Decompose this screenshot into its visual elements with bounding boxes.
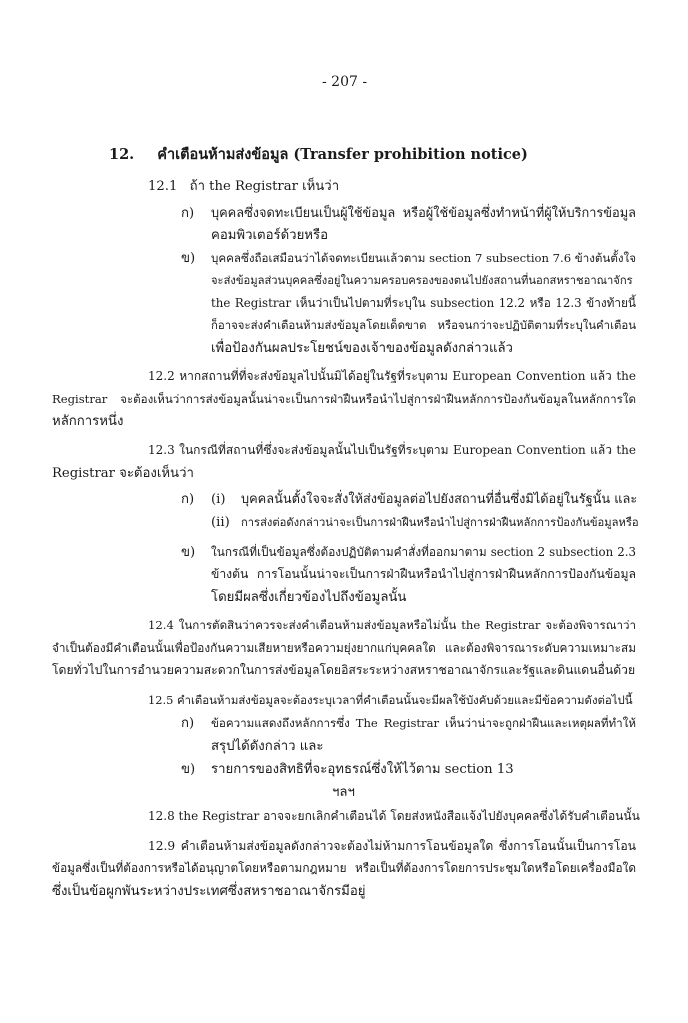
clause-12-9-line3: ซึ่งเป็นข้อผูกพันระหว่างประเทศซึ่งสหราชอาณาจักรมีอยู่ bbox=[52, 884, 366, 899]
clause-12-5-a-line1: ข้อความแสดงถึงหลักการซึ่ง The Registrar เห็นว่าน่าจะถูกฝ่าฝืนและเหตุผลที่ทำให้ bbox=[211, 716, 636, 730]
clause-12-1-intro bbox=[148, 178, 339, 195]
clause-12-1-b-line5: เพื่อป้องกันผลประโยชน์ของเจ้าของข้อมูลดังกล่าวแล้ว bbox=[211, 341, 513, 356]
clause-number: 12.1 bbox=[148, 179, 178, 194]
clause-12-1-a-line1: บุคคลซึ่งจดทะเบียนเป็นผู้ใช้ข้อมูล หรือผู้ใช้ข้อมูลซึ่งทำหน้าที่ผู้ให้บริการข้อมูล bbox=[211, 206, 636, 221]
item-label: ก) bbox=[181, 716, 195, 731]
section-number: 12. bbox=[109, 146, 135, 163]
item-label: ข) bbox=[181, 762, 196, 777]
clause-12-3-b-line1: ในกรณีที่เป็นข้อมูลซึ่งต้องปฏิบัติตามคำสั่งที่ออกมาตาม section 2 subsection 2.3 bbox=[211, 545, 636, 559]
clause-12-8-line1: 12.8 the Registrar อาจจะยกเลิกคำเตือนได้ โดยส่งหนังสือแจ้งไปยังบุคคลซึ่งได้รับคำเตือนนั้น bbox=[148, 809, 640, 823]
item-label: ก) bbox=[181, 492, 195, 507]
clause-12-1-b-line2: จะส่งข้อมูลส่วนบุคคลซึ่งอยู่ในความครอบครองของตนไปยังสถานที่นอกสหราชอาณาจักร bbox=[211, 274, 633, 287]
clause-12-9-line2: ข้อมูลซึ่งเป็นที่ต้องการหรือได้อนุญาตโดยหรือตามกฎหมาย หรือเป็นที่ต้องการโดยการประชุมใดหรือโดยเครื่องมือใด bbox=[52, 861, 636, 875]
clause-12-3-b-line2: ข้างต้น การโอนนั้นน่าจะเป็นการฝ่าฝืนหรือนำไปสู่การฝ่าฝืนหลักการป้องกันข้อมูล bbox=[211, 567, 636, 581]
clause-12-5-b-line1: รายการของสิทธิที่จะอุทธรณ์ซึ่งให้ไว้ตาม section 13 bbox=[211, 762, 514, 777]
clause-12-5-a-line2: สรุปได้ดังกล่าว และ bbox=[211, 739, 324, 754]
clause-12-2-line3: หลักการหนึ่ง bbox=[52, 414, 124, 429]
clause-12-3-a-i: บุคคลนั้นตั้งใจจะสั่งให้ส่งข้อมูลต่อไปยังสถานที่อื่นซึ่งมิได้อยู่ในรัฐนั้น และ bbox=[241, 492, 638, 507]
subitem-label: (i) bbox=[211, 492, 226, 507]
page-number: - 207 - bbox=[322, 74, 368, 90]
clause-12-3-line2: Registrar จะต้องเห็นว่า bbox=[52, 466, 194, 481]
clause-12-9-line1: 12.9 คำเตือนห้ามส่งข้อมูลดังกล่าวจะต้องไม่ห้ามการโอนข้อมูลใด ซึ่งการโอนนั้นเป็นการโอน bbox=[148, 839, 636, 853]
clause-12-4-line2: จำเป็นต้องมีคำเตือนนั้นเพื่อป้องกันความเสียหายหรือความยุ่งยากแก่บุคคลใด และต้องพิจารณาระดับความเหมาะสม bbox=[52, 641, 636, 655]
clause-12-3-b-line3: โดยมีผลซึ่งเกี่ยวข้องไปถึงข้อมูลนั้น bbox=[211, 590, 407, 605]
clause-12-1-b-line1: บุคคลซึ่งถือเสมือนว่าได้จดทะเบียนแล้วตาม section 7 subsection 7.6 ข้างต้นตั้งใจ bbox=[211, 251, 636, 265]
clause-12-4-line3: โดยทั่วไปในการอำนวยความสะดวกในการส่งข้อมูลโดยอิสระระหว่างสหราชอาณาจักรและรัฐและดินแดนอื่นด้วย bbox=[52, 663, 636, 677]
item-label: ก) bbox=[181, 206, 195, 221]
clause-12-4-line1: 12.4 ในการตัดสินว่าควรจะส่งคำเตือนห้ามส่งข้อมูลหรือไม่นั้น the Registrar จะต้องพิจารณาว่า bbox=[148, 618, 636, 632]
clause-12-1-a-line2: คอมพิวเตอร์ด้วยหรือ bbox=[211, 228, 329, 243]
clause-12-5-line1: 12.5 คำเตือนห้ามส่งข้อมูลจะต้องระบุเวลาที่คำเตือนนั้นจะมีผลใช้บังคับด้วยและมีข้อความดังต่อไปนี้ bbox=[148, 693, 633, 707]
clause-12-3-line1: 12.3 ในกรณีที่สถานที่ซึ่งจะส่งข้อมูลนั้นไปเป็นรัฐที่ระบุตาม European Convention แล้ว the bbox=[148, 443, 636, 457]
item-label: ข) bbox=[181, 545, 196, 560]
clause-12-1-b-line4: ก็อาจจะส่งคำเตือนห้ามส่งข้อมูลโดยเด็ดขาด หรือจนกว่าจะปฏิบัติตามที่ระบุในคำเตือน bbox=[211, 318, 636, 332]
clause-12-1-b-line3: the Registrar เห็นว่าเป็นไปตามที่ระบุใน subsection 12.2 หรือ 12.3 ข้างท้ายนี้ bbox=[211, 296, 636, 310]
clause-12-3-a-ii: การส่งต่อดังกล่าวน่าจะเป็นการฝ่าฝืนหรือนำไปสู่การฝ่าฝืนหลักการป้องกันข้อมูลหรือ bbox=[241, 516, 639, 529]
ellipsis: ฯลฯ bbox=[332, 785, 355, 800]
clause-12-2-line2: Registrar จะต้องเห็นว่าการส่งข้อมูลนั้นน่าจะเป็นการฝ่าฝืนหรือนำไปสู่การฝ่าฝืนหลักการป้องกันข้อมูลในหลักการใด bbox=[52, 392, 636, 406]
section-heading bbox=[109, 146, 528, 163]
subitem-label: (ii) bbox=[211, 515, 230, 530]
clause-text: ถ้า the Registrar เห็นว่า bbox=[189, 179, 340, 194]
item-label: ข) bbox=[181, 251, 196, 266]
section-title: คำเตือนห้ามส่งข้อมูล (Transfer prohibition notice) bbox=[157, 146, 528, 163]
clause-12-2-line1: 12.2 หากสถานที่ที่จะส่งข้อมูลไปนั้นมิได้อยู่ในรัฐที่ระบุตาม European Convention แล้ว the bbox=[148, 369, 636, 383]
